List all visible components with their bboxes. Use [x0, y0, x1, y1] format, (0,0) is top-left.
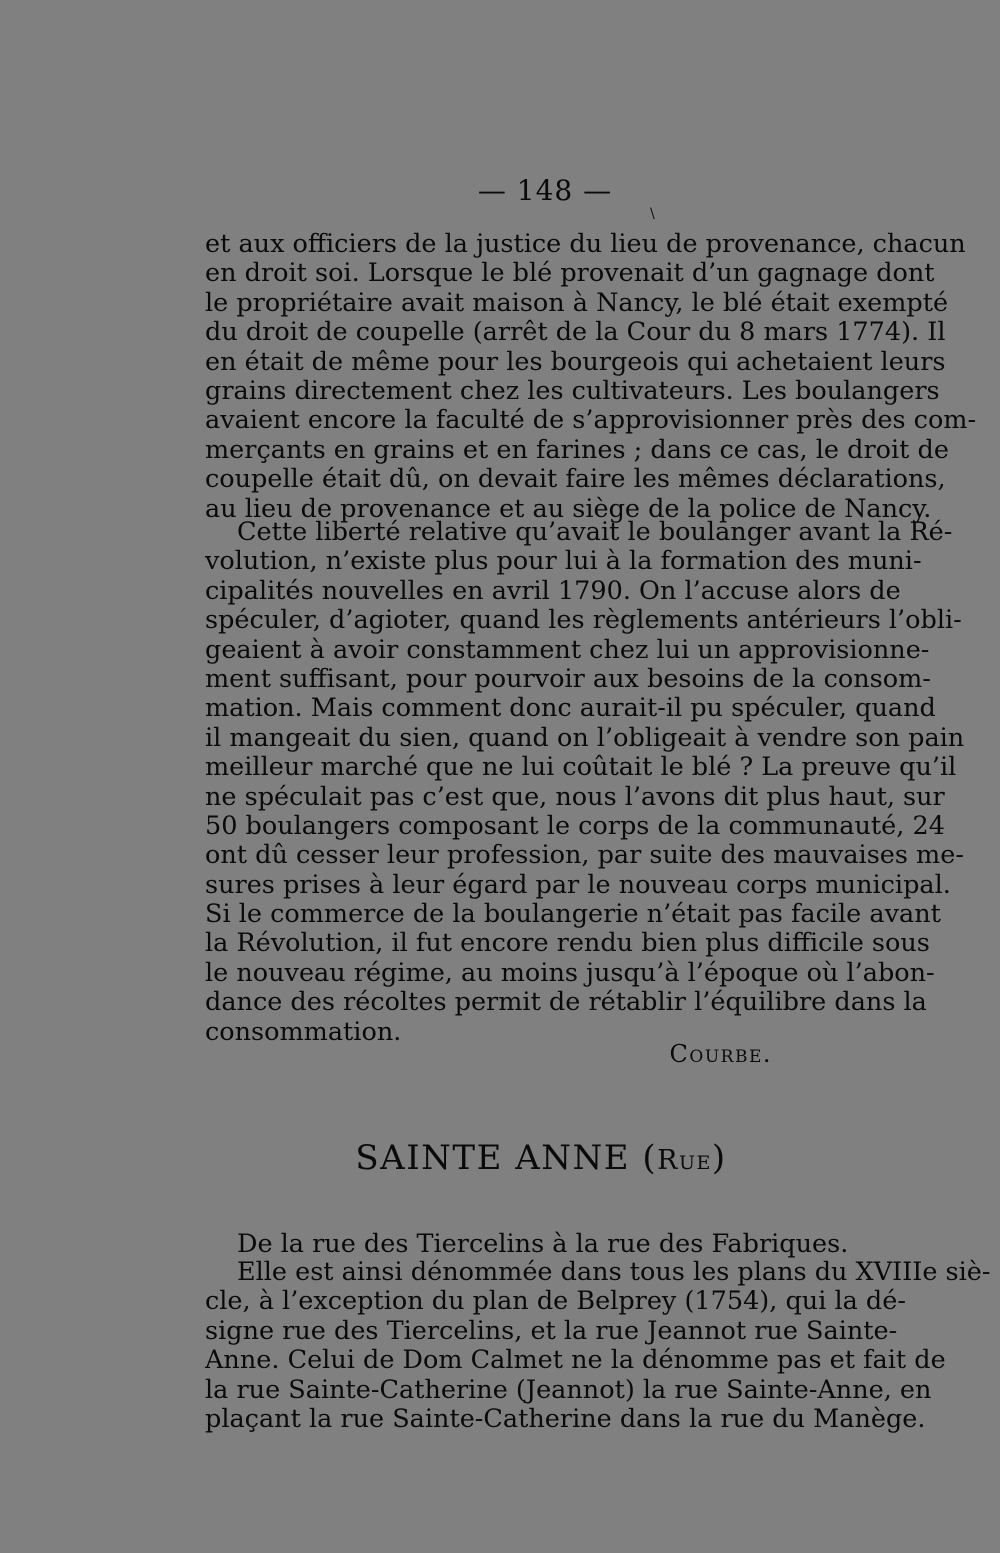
text-line: ont dû cesser leur profession, par suite des mauvaises me- — [205, 840, 964, 871]
text-line: coupelle était dû, on devait faire les mêmes déclarations, — [205, 464, 946, 495]
text-line: avaient encore la faculté de s’approvisionner près des com- — [205, 405, 977, 436]
text-line: Cette liberté relative qu’avait le boulanger avant la Ré- — [237, 517, 953, 547]
paragraph-revolution — [205, 517, 965, 1047]
text-line: mation. Mais comment donc aurait-il pu spéculer, quand — [205, 693, 936, 724]
text-line: le propriétaire avait maison à Nancy, le blé était exempté — [205, 287, 949, 318]
text-line: ment suffisant, pour pourvoir aux besoins de la consom- — [205, 663, 931, 694]
text-line: meilleur marché que ne lui coûtait le blé ? La preuve qu’il — [205, 752, 957, 783]
text-line: ne spéculait pas c’est que, nous l’avons dit plus haut, sur — [205, 781, 945, 812]
text-line: De la rue des Tiercelins à la rue des Fabriques. — [237, 1229, 849, 1259]
section-location — [205, 1230, 893, 1259]
text-line: signe rue des Tiercelins, et la rue Jeannot rue Sainte- — [205, 1315, 898, 1346]
author-signature: Courbe. — [669, 1040, 772, 1068]
heading-main: SAINTE ANNE ( — [355, 1138, 658, 1178]
text-line: Elle est ainsi dénommée dans tous les plans du XVIIIe siè- — [237, 1257, 991, 1287]
text-line: au lieu de provenance et au siège de la police de Nancy. — [205, 493, 932, 524]
heading-close: ) — [711, 1138, 727, 1178]
page-number: — 148 — — [477, 174, 613, 207]
text-line: et aux officiers de la justice du lieu de provenance, chacun — [205, 229, 966, 259]
text-line: merçants en grains et en farines ; dans ce cas, le droit de — [205, 434, 949, 465]
text-line: plaçant la rue Sainte-Catherine dans la rue du Manège. — [205, 1403, 926, 1434]
section-heading — [0, 1138, 1000, 1178]
text-line: dance des récoltes permit de rétablir l’équilibre dans la — [205, 987, 927, 1018]
text-line: volution, n’existe plus pour lui à la formation des muni- — [205, 546, 922, 577]
text-line: consommation. — [205, 1016, 402, 1047]
text-line: grains directement chez les cultivateurs. Les boulangers — [205, 375, 940, 406]
heading-small-caps: Rue — [657, 1145, 712, 1176]
text-line: geaient à avoir constamment chez lui un approvisionne- — [205, 634, 930, 665]
text-line: Anne. Celui de Dom Calmet ne la dénomme pas et fait de — [205, 1345, 946, 1376]
text-line: 50 boulangers composant le corps de la communauté, 24 — [205, 810, 945, 841]
text-line: du droit de coupelle (arrêt de la Cour du 8 mars 1774). Il — [205, 317, 946, 348]
text-line: il mangeait du sien, quand on l’obligeait à vendre son pain — [205, 722, 965, 753]
text-line: la rue Sainte-Catherine (Jeannot) la rue Sainte-Anne, en — [205, 1374, 932, 1405]
stray-mark: \ — [650, 206, 655, 222]
section-paragraph — [205, 1257, 991, 1434]
text-line: le nouveau régime, au moins jusqu’à l’époque où l’abon- — [205, 957, 935, 988]
text-line: en droit soi. Lorsque le blé provenait d’un gagnage dont — [205, 258, 935, 289]
text-line: cipalités nouvelles en avril 1790. On l’accuse alors de — [205, 575, 901, 606]
text-line: la Révolution, il fut encore rendu bien plus difficile sous — [205, 928, 930, 959]
text-line: sures prises à leur égard par le nouveau corps municipal. — [205, 869, 951, 900]
text-line: spéculer, d’agioter, quand les règlements antérieurs l’obli- — [205, 605, 962, 636]
paragraph-coupelle — [205, 229, 977, 524]
text-line: Si le commerce de la boulangerie n’était pas facile avant — [205, 899, 941, 930]
text-line: cle, à l’exception du plan de Belprey (1754), qui la dé- — [205, 1286, 906, 1317]
text-line: en était de même pour les bourgeois qui achetaient leurs — [205, 346, 946, 377]
